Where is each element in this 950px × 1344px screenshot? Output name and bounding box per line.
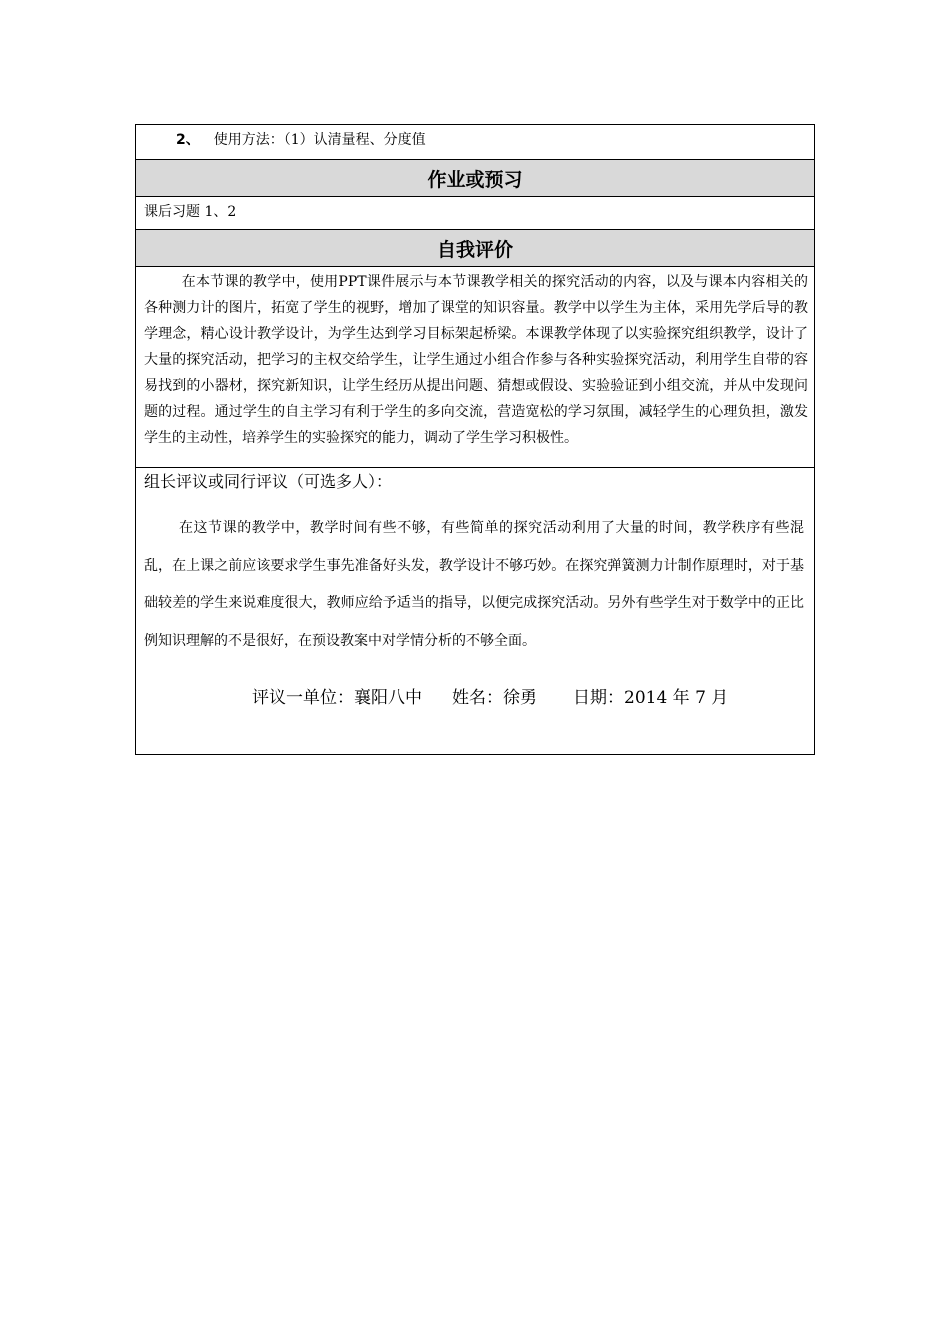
homework-header-row [136, 160, 815, 197]
usage-row [136, 125, 815, 160]
homework-row [136, 197, 815, 230]
usage-text: 使用方法：（1）认清量程、分度值 [213, 132, 426, 148]
peer-review-row [136, 468, 815, 755]
peer-review-signature [144, 686, 804, 710]
peer-review-content: 在这节课的教学中，教学时间有些不够，有些简单的探究活动利用了大量的时间，教学秩序有些混乱，在上课之前应该要求学生事先准备好头发，教学设计不够巧妙。在探究弹簧测力计制作原理时，对于基础较差的学生来说难度很大，教师应给予适当的指导，以便完成探究活动。另外有些学生对于数学中的正比例知识理解的不是很好，在预设教案中对学情分析的不够全面。 [144, 520, 804, 649]
reviewer-name: 姓名：徐勇 [452, 688, 537, 708]
lesson-plan-table [135, 124, 815, 755]
self-evaluation-content: 在本节课的教学中，使用PPT课件展示与本节课教学相关的探究活动的内容，以及与课本内容相关的各种测力计的图片，拓宽了学生的视野，增加了课堂的知识容量。教学中以学生为主体，采用先学后导的教学理念，精心设计教学设计，为学生达到学习目标架起桥梁。本课教学体现了以实验探究组织教学，设计了大量的探究活动，把学习的主权交给学生，让学生通过小组合作参与各种实验探究活动，利用学生自带的容易找到的小器材，探究新知识，让学生经历从提出问题、猜想或假设、实验验证到小组交流，并从中发现问题的过程。通过学生的自主学习有利于学生的多向交流，营造宽松的学习氛围，减轻学生的心理负担，激发学生的主动性，培养学生的实验探究的能力，调动了学生学习积极性。 [144, 274, 808, 446]
self-evaluation-heading: 自我评价 [136, 230, 815, 267]
usage-number: 2、 [176, 132, 200, 148]
self-evaluation-cell [136, 267, 815, 468]
review-date: 日期：2014 年 7 月 [573, 688, 729, 708]
peer-review-cell [136, 468, 815, 755]
usage-cell [136, 125, 815, 160]
self-evaluation-header-row [136, 230, 815, 267]
self-evaluation-row [136, 267, 815, 468]
homework-content: 课后习题 1、2 [136, 197, 815, 230]
reviewer-unit: 评议一单位：襄阳八中 [252, 688, 422, 708]
homework-heading: 作业或预习 [136, 160, 815, 197]
peer-review-title: 组长评议或同行评议（可选多人）： [144, 472, 393, 491]
